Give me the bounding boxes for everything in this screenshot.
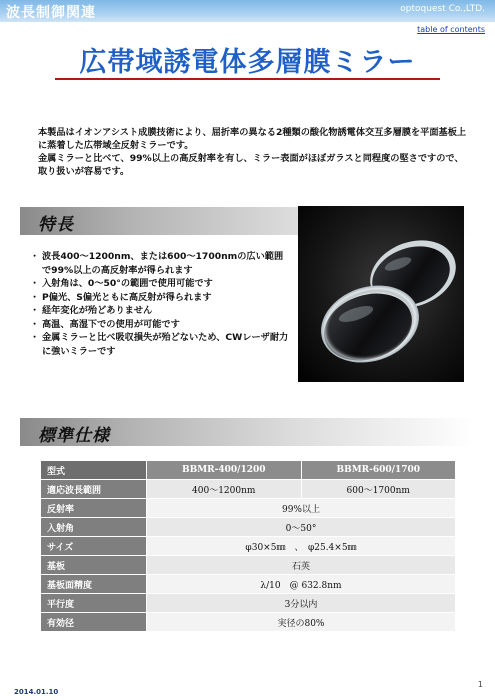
company-name: optoquest Co.,LTD.: [400, 4, 485, 14]
spec-heading: 標準仕様: [38, 426, 110, 446]
table-row: [41, 556, 456, 575]
mirror-illustration: [298, 206, 464, 382]
spec-label: 反射率: [41, 499, 147, 518]
spec-label: 適応波長範囲: [41, 480, 147, 499]
spec-value: 600～1700nm: [301, 480, 456, 499]
intro-paragraph: 本製品はイオンアシスト成膜技術により、屈折率の異なる2種類の酸化物誘電体交互多層膜を平面基板上に蒸着した広帯域全反射ミラーです。: [38, 127, 467, 151]
spec-label: 入射角: [41, 518, 147, 537]
spec-value: 石英: [147, 556, 456, 575]
intro-paragraph: 金属ミラーと比べて、99%以上の高反射率を有し、ミラー表面がほぼガラスと同程度の堅さですので、取り扱いが容易です。: [38, 153, 464, 177]
table-of-contents-link[interactable]: table of contents: [417, 25, 485, 34]
spec-label: 有効径: [41, 613, 147, 632]
spec-label: 基板: [41, 556, 147, 575]
table-row: [41, 518, 456, 537]
footer-date: 2014.01.10: [14, 688, 59, 696]
feature-item: ・ 経年変化が殆どありません: [30, 305, 153, 316]
bullet-icon: ・: [30, 318, 40, 330]
model-column-header: BBMR-400/1200: [147, 461, 302, 480]
feature-item: ・ 高温、高湿下での使用が可能です: [30, 318, 180, 330]
feature-item: ・ 金属ミラーと比べ吸収損失が殆どないため、CWレーザ耐力に強いミラーです: [30, 332, 289, 357]
table-row: [41, 613, 456, 632]
spec-value: 0～50°: [147, 518, 456, 537]
table-row: [41, 499, 456, 518]
page-title: 広帯域誘電体多層膜ミラー: [79, 47, 416, 78]
header-title: 波長制御関連: [6, 5, 96, 21]
spec-label: サイズ: [41, 537, 147, 556]
spec-value: 3分以内: [147, 594, 456, 613]
bullet-icon: ・: [30, 278, 40, 289]
model-column-header: BBMR-600/1700: [301, 461, 456, 480]
spec-label: 基板面精度: [41, 575, 147, 594]
table-row: [41, 575, 456, 594]
product-photo: [298, 206, 464, 382]
spec-section-bar: [20, 418, 475, 446]
title-underline: [55, 78, 440, 80]
spec-label: 型式: [41, 461, 147, 480]
spec-value: λ/10 @ 632.8nm: [147, 575, 456, 594]
bullet-icon: ・: [30, 332, 40, 343]
bullet-icon: ・: [30, 291, 40, 303]
table-row: [41, 537, 456, 556]
feature-list: [30, 250, 290, 358]
feature-item: ・ 入射角は、0～50°の範囲で使用可能です: [30, 278, 213, 289]
table-row: [41, 461, 456, 480]
table-row: [41, 480, 456, 499]
spec-value: 400～1200nm: [147, 480, 302, 499]
feature-item: ・ 波長400～1200nm、または600～1700nmの広い範囲で99%以上の高反射率が得られます: [30, 251, 284, 276]
spec-table: [40, 460, 456, 632]
bullet-icon: ・: [30, 251, 40, 262]
spec-value: 99%以上: [147, 499, 456, 518]
feature-item: ・ P偏光、S偏光ともに高反射が得られます: [30, 291, 212, 303]
spec-value: φ30×5㎜ 、 φ25.4×5㎜: [147, 537, 456, 556]
page-number: 1: [477, 680, 483, 689]
spec-value: 実径の80%: [147, 613, 456, 632]
table-row: [41, 594, 456, 613]
intro-text: [38, 126, 468, 178]
spec-label: 平行度: [41, 594, 147, 613]
features-heading: 特長: [38, 215, 74, 235]
bullet-icon: ・: [30, 305, 40, 316]
